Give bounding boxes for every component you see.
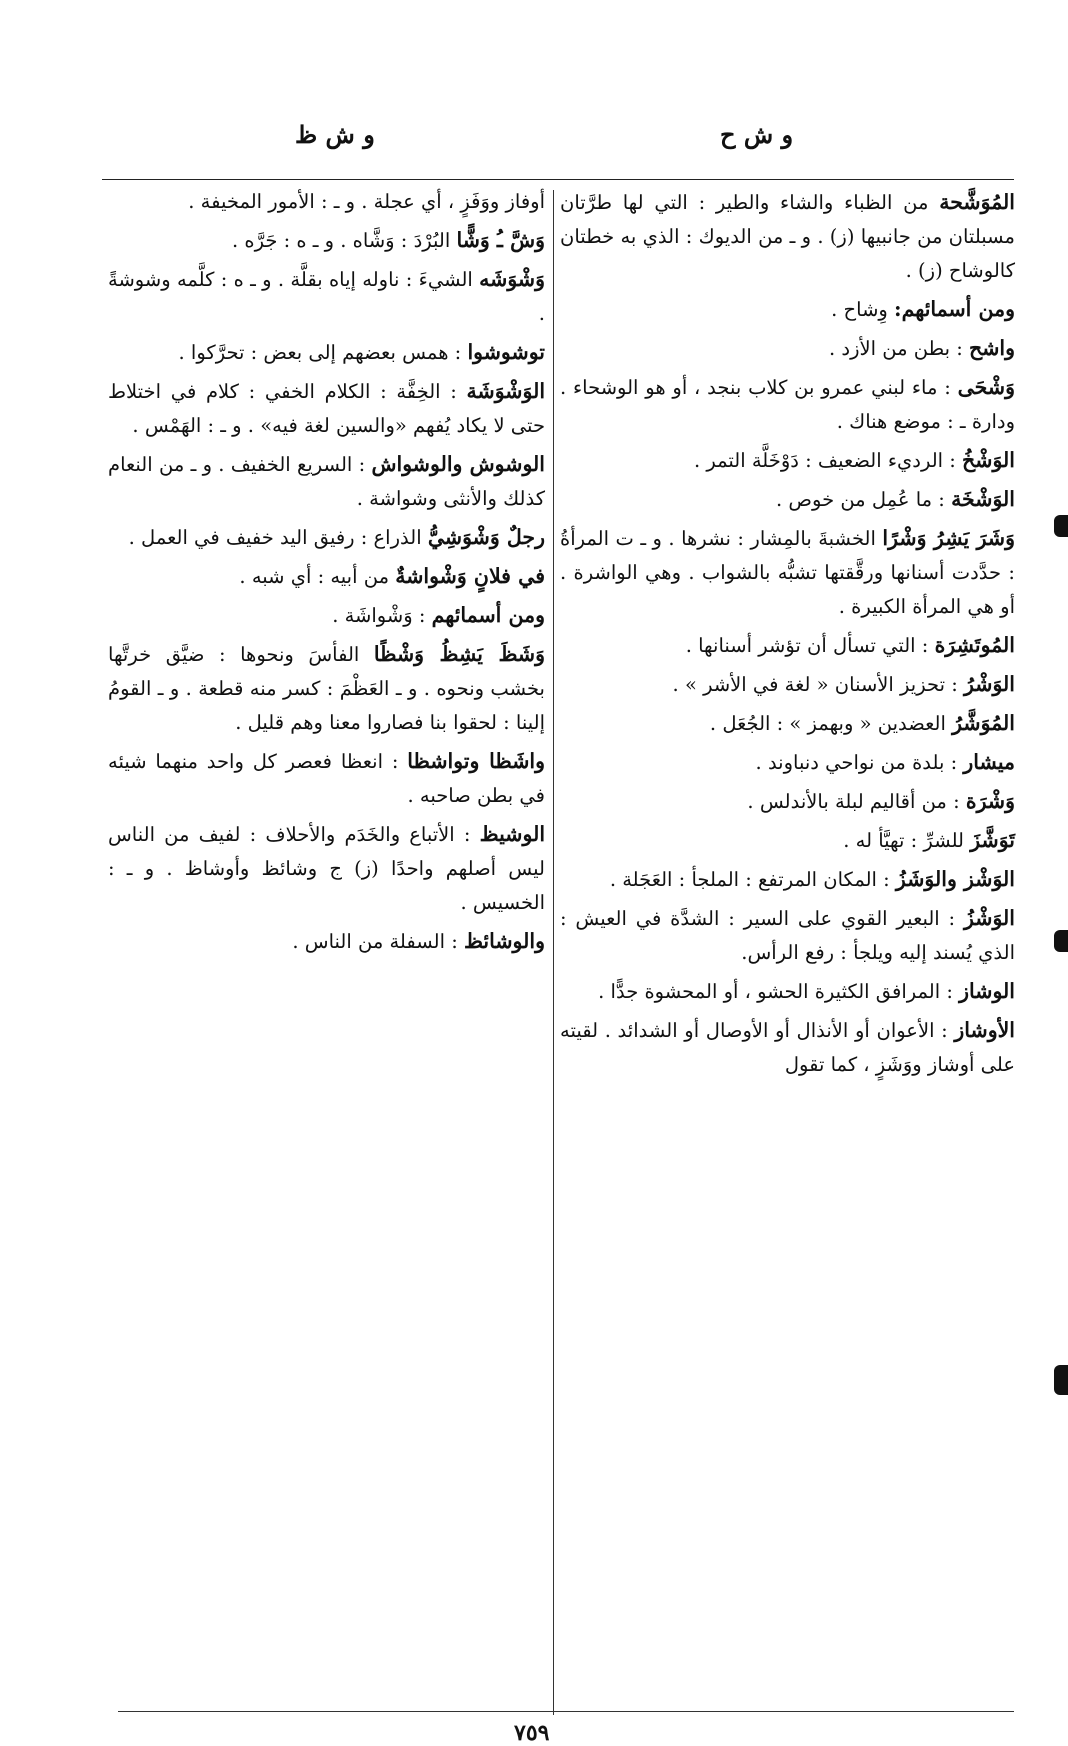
dictionary-entry xyxy=(108,335,545,370)
dictionary-entry xyxy=(108,262,545,331)
top-rule xyxy=(102,179,1014,180)
dictionary-entry xyxy=(560,185,1015,288)
headword: وَشَظَ يَشِظُ وَشْظًا xyxy=(373,642,546,666)
definition: : همس بعضهم إلى بعض : تحرَّكوا . xyxy=(178,341,462,364)
headword: ميشار xyxy=(963,750,1015,774)
definition: : التي تسأل أن تؤشر أسنانها . xyxy=(685,634,929,657)
dictionary-entry xyxy=(108,817,545,920)
headword: الوَشْوَشَة xyxy=(466,379,546,403)
definition: الشيءَ : ناوله إياه بقلَّة . و ـ ه : كلَّمه وشوشةً . xyxy=(108,268,545,325)
definition: : المكان المرتفع : الملجأ : العَجَلة . xyxy=(609,868,890,891)
headword: وَشْرَة xyxy=(965,789,1015,813)
dictionary-entry xyxy=(560,370,1015,439)
headword: وَشَّ ـُ وَشًّا xyxy=(456,228,545,252)
headword: الوَشْرُ xyxy=(963,672,1015,696)
headword: في فلانٍ وَشْواشةٌ xyxy=(395,564,545,588)
definition: للشرِّ : تهيَّأ له . xyxy=(843,829,964,852)
headword: تَوَشَّزَ xyxy=(970,828,1015,852)
dictionary-entry xyxy=(108,924,545,959)
definition: أوفاز ووَفَزٍ ، أي عجلة . و ـ : الأمور المخيفة . xyxy=(188,190,545,213)
headword: المُوتَشِرَة xyxy=(934,633,1015,657)
headword: وَشَرَ يَشِرُ وَشْرًا xyxy=(882,526,1015,550)
page-header-right: و ش ح xyxy=(720,120,794,149)
definition: : الأتباع والخَدَم والأحلاف : لفيف من الناس ليس أصلهم واحدًا (ز) ج وشائظ وأوشاظ . و ـ : الخسيس . xyxy=(108,823,545,914)
headword: واشَظا وتواشظا xyxy=(407,749,546,773)
edge-mark xyxy=(1054,1365,1068,1395)
headword: الوَشْخَة xyxy=(951,487,1015,511)
headword: الوَشْزُ xyxy=(963,906,1015,930)
headword: والوشائظ xyxy=(463,929,545,953)
definition: : الخِفَّة : الكلام الخفي : كلام في اختلاط حتى لا يكاد يُفهم «والسين لغة فيه» . و ـ : الهَمْس . xyxy=(108,380,545,437)
column-divider xyxy=(553,190,554,1715)
dictionary-entry xyxy=(560,1013,1015,1082)
headword: الوشيظ xyxy=(479,822,546,846)
dictionary-entry xyxy=(108,447,545,516)
definition: الفأسَ ونحوها : ضيَّق خرتَّها بخشب ونحوه . و ـ العَظْمَ : كسر منه قطعة . و ـ القومُ إلينا : لحقوا بنا فصاروا معنا وهم قليل . xyxy=(108,643,545,734)
dictionary-entry xyxy=(560,443,1015,478)
headword: الوشوش والوشواش xyxy=(371,452,545,476)
dictionary-entry xyxy=(560,331,1015,366)
headword: وَشْوَشَه xyxy=(479,267,545,291)
dictionary-entry xyxy=(560,862,1015,897)
dictionary-entry xyxy=(108,559,545,594)
definition: : انعظا فعصر كل واحد منهما شيئه في بطن صاحبه . xyxy=(108,750,545,807)
definition: : ما عُمِل من خوص . xyxy=(776,488,945,511)
definition: وِشاح . xyxy=(831,298,888,321)
dictionary-entry xyxy=(108,223,545,258)
headword: الوَشْز والوَشَزُ xyxy=(895,867,1015,891)
dictionary-entry xyxy=(560,482,1015,517)
headword: واشح xyxy=(968,336,1015,360)
page-header-left: و ش ظ xyxy=(295,120,375,149)
page-number: ٧٥٩ xyxy=(514,1720,550,1746)
headword: ومن أسمائهم xyxy=(431,603,545,627)
definition: من الظباء والشاء والطير : التي لها طرَّتان مسبلتان من جانبيها (ز) . و ـ من الديوك : الذي به خطتان كالوشاح (ز) . xyxy=(560,191,1015,282)
dictionary-entry xyxy=(560,706,1015,741)
definition: : السريع الخفيف . و ـ من النعام كذلك والأنثى وشواشة . xyxy=(108,453,545,510)
dictionary-entry xyxy=(560,823,1015,858)
dictionary-entry xyxy=(560,784,1015,819)
dictionary-entry xyxy=(108,520,545,555)
definition: البُرْدَ : وَشَّاه . و ـ ه : جَرَّه . xyxy=(231,229,451,252)
headword: توشوشوا xyxy=(467,340,545,364)
definition: : وَشْواشَة . xyxy=(332,604,426,627)
definition: : السفلة من الناس . xyxy=(292,930,458,953)
headword: المُوَشَّرُ xyxy=(952,711,1015,735)
headword: وَشْحَى xyxy=(957,375,1015,399)
edge-mark xyxy=(1054,930,1068,952)
definition: : المرافق الكثيرة الحشو ، أو المحشوة جدًّا . xyxy=(598,980,953,1003)
headword: الوَشْخُ xyxy=(962,448,1015,472)
dictionary-entry xyxy=(560,521,1015,624)
dictionary-entry xyxy=(560,745,1015,780)
dictionary-entry xyxy=(560,292,1015,327)
definition: : البعير القوي على السير : الشدَّة في العيش : الذي يُسند إليه ويلجأ : رفع الرأس. xyxy=(560,907,1015,964)
dictionary-entry xyxy=(108,637,545,740)
headword: ومن أسمائهم: xyxy=(894,297,1015,321)
left-column xyxy=(108,185,545,963)
dictionary-entry xyxy=(560,667,1015,702)
dictionary-entry xyxy=(108,598,545,633)
edge-mark xyxy=(1054,515,1068,537)
dictionary-entry xyxy=(108,744,545,813)
definition: : الأعوان أو الأنذال أو الأوصال أو الشدائد . لقيته على أوشاز ووَشَزٍ ، كما تقول xyxy=(560,1019,1015,1076)
definition: من أبيه : أي شبه . xyxy=(239,565,390,588)
headword: المُوَشَّحة xyxy=(939,190,1015,214)
right-column xyxy=(560,185,1015,1086)
definition: : بلدة من نواحي دنباوند . xyxy=(755,751,958,774)
definition: الخشبةَ بالمِشار : نشرها . و ـ ت المرأةُ : حدَّدت أسنانها ورقَّقتها تشبُّه بالشواب . وهي الواشرة . أو هي المرأة الكبيرة . xyxy=(560,527,1015,618)
definition: : من أقاليم لبلة بالأندلس . xyxy=(747,790,960,813)
definition: الذراع : رفيق اليد خفيف في العمل . xyxy=(128,526,422,549)
dictionary-entry xyxy=(108,374,545,443)
dictionary-entry xyxy=(108,185,545,219)
dictionary-entry xyxy=(560,901,1015,970)
dictionary-entry xyxy=(560,974,1015,1009)
definition: : تحزيز الأسنان « لغة في الأشر » . xyxy=(672,673,958,696)
headword: الأوشاز xyxy=(954,1018,1015,1042)
definition: : بطن من الأزد . xyxy=(829,337,963,360)
dictionary-entry xyxy=(560,628,1015,663)
footer-rule xyxy=(118,1711,1014,1712)
headword: الوشاز xyxy=(959,979,1015,1003)
definition: : الرديء الضعيف : دَوْخَلَّة التمر . xyxy=(693,449,956,472)
definition: : ماء لبني عمرو بن كلاب بنجد ، أو هو الوشحاء . ودارة ـ : موضع هناك . xyxy=(560,376,1015,433)
definition: العضدين « وبهمز » : الجُعَل . xyxy=(709,712,946,735)
headword: رجلٌ وَشْوَشِيُّ xyxy=(427,525,545,549)
